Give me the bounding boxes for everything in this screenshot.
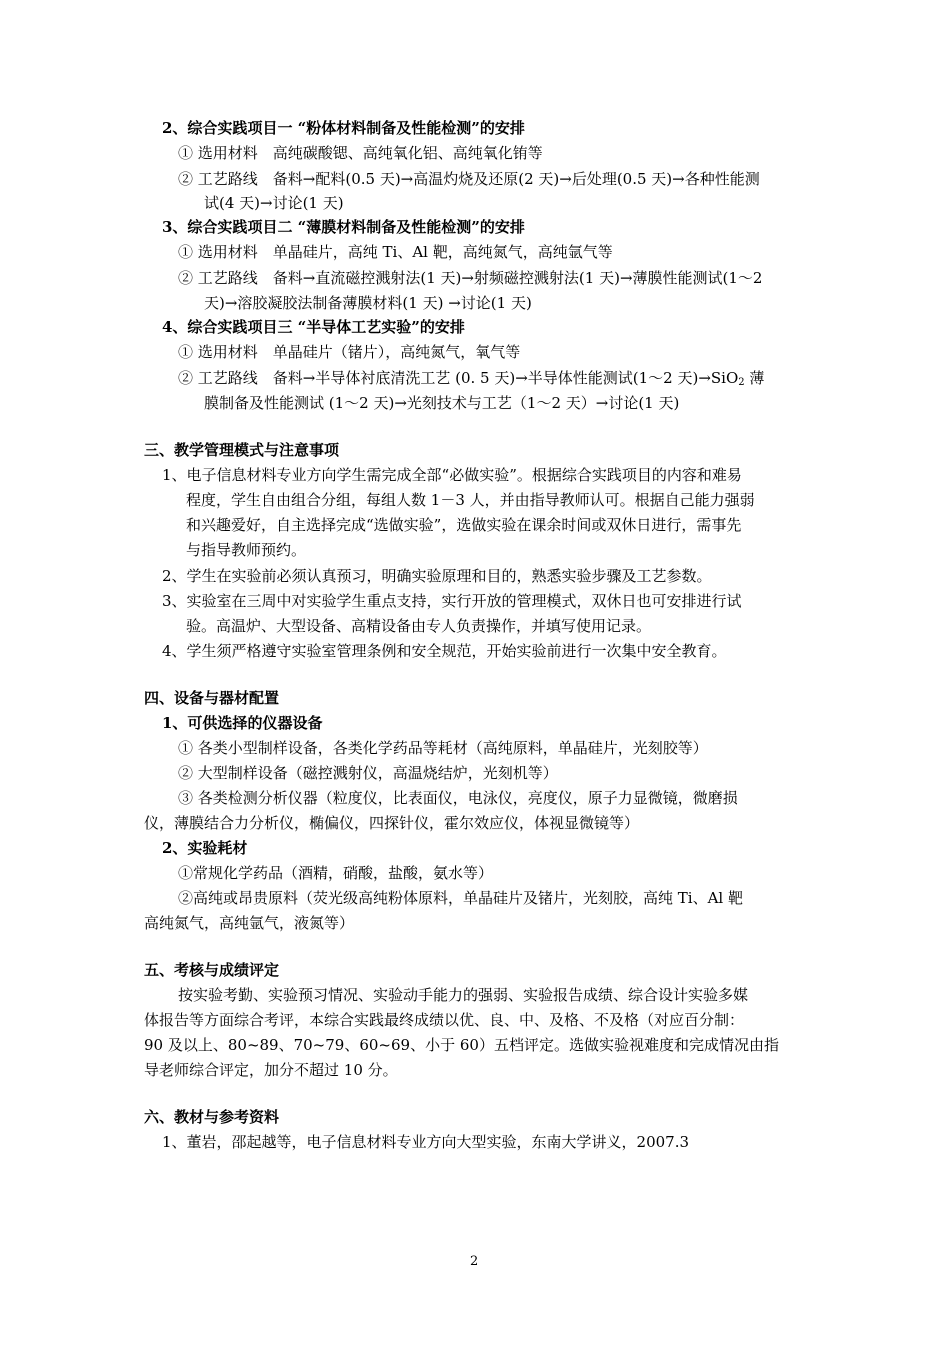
project2-process: ② 工艺路线 备料→直流磁控溅射法(1 天)→射频磁控溅射法(1 天)→薄膜性能测试(1～2 [178,269,763,287]
project2-title: 3、综合实践项目二 “薄膜材料制备及性能检测”的安排 [162,218,525,236]
project1-process: ② 工艺路线 备料→配料(0.5 天)→高温灼烧及还原(2 天)→后处理(0.5 天)→各种性能测 [178,170,760,188]
equipment-item3: ③ 各类检测分析仪器（粒度仪，比表面仪，电泳仪，亮度仪，原子力显微镜，微磨损 [178,789,738,807]
section3-item1: 1、电子信息材料专业方向学生需完成全部“必做实验”。根据综合实践项目的内容和难易 [162,466,742,484]
section3-item1-line3: 和兴趣爱好，自主选择完成“选做实验”，选做实验在课余时间或双休日进行，需事先 [186,516,742,534]
section3-item1-line4: 与指导教师预约。 [186,541,307,559]
project2-process-cont: 天)→溶胶凝胶法制备薄膜材料(1 天) →讨论(1 天) [204,294,532,312]
project2-materials: ① 选用材料 单晶硅片，高纯 Ti、Al 靶，高纯氮气，高纯氩气等 [178,243,613,261]
consumables-item2-cont: 高纯氮气，高纯氩气，液氮等） [144,914,355,932]
consumables-item2: ②高纯或昂贵原料（荧光级高纯粉体原料，单晶硅片及锗片，光刻胶，高纯 Ti、Al 靶 [178,889,743,907]
project1-materials: ① 选用材料 高纯碳酸锶、高纯氧化铝、高纯氧化铕等 [178,144,543,162]
project3-materials: ① 选用材料 单晶硅片（锗片），高纯氮气，氧气等 [178,343,521,361]
page-number: 2 [470,1254,479,1269]
section3-heading: 三、教学管理模式与注意事项 [144,441,340,459]
project1-title: 2、综合实践项目一 “粉体材料制备及性能检测”的安排 [162,119,525,137]
project3-process-cont: 膜制备及性能测试 (1～2 天)→光刻技术与工艺（1～2 天）→讨论(1 天) [204,394,680,412]
section4-heading: 四、设备与器材配置 [144,689,280,707]
consumables-item1: ①常规化学药品（酒精，硝酸，盐酸，氨水等） [178,864,494,882]
section5-heading: 五、考核与成绩评定 [144,961,280,979]
section3-item3: 3、实验室在三周中对实验学生重点支持，实行开放的管理模式，双休日也可安排进行试 [162,592,742,610]
section3-item4: 4、学生须严格遵守实验室管理条例和安全规范，开始实验前进行一次集中安全教育。 [162,642,727,660]
equipment-item1: ① 各类小型制样设备，各类化学药品等耗材（高纯原料，单晶硅片，光刻胶等） [178,739,708,757]
assessment-line1: 按实验考勤、实验预习情况、实验动手能力的强弱、实验报告成绩、综合设计实验多媒 [178,986,749,1004]
subscript-2: 2 [738,377,745,388]
project3-process-text: ② 工艺路线 备料→半导体衬底清洗工艺 (0. 5 天)→半导体性能测试(1～2 天)→SiO [178,369,739,387]
section6-heading: 六、教材与参考资料 [144,1108,280,1126]
section3-item2: 2、学生在实验前必须认真预习，明确实验原理和目的，熟悉实验步骤及工艺参数。 [162,567,712,585]
reference-item1: 1、董岩，邵起越等，电子信息材料专业方向大型实验，东南大学讲义，2007.3 [162,1133,690,1151]
assessment-line2: 体报告等方面综合考评，本综合实践最终成绩以优、良、中、及格、不及格（对应百分制： [144,1011,745,1029]
assessment-line4: 导老师综合评定，加分不超过 10 分。 [144,1061,398,1079]
section3-item3-line2: 验。高温炉、大型设备、高精设备由专人负责操作，并填写使用记录。 [186,617,652,635]
project1-process-cont: 试(4 天)→讨论(1 天) [204,194,344,212]
assessment-line3: 90 及以上、80~89、70~79、60~69、小于 60）五档评定。选做实验视难度和完成情况由指 [144,1036,779,1054]
section3-item1-line2: 程度，学生自由组合分组，每组人数 1－3 人，并由指导教师认可。根据自己能力强弱 [186,491,755,509]
equipment-item3-cont: 仪，薄膜结合力分析仪，椭偏仪，四探针仪，霍尔效应仪，体视显微镜等） [144,814,640,832]
equipment-item2: ② 大型制样设备（磁控溅射仪，高温烧结炉，光刻机等） [178,764,558,782]
section4-sub1: 1、可供选择的仪器设备 [162,714,323,732]
project3-process-tail: 薄 [744,369,765,387]
project3-title: 4、综合实践项目三 “半导体工艺实验”的安排 [162,318,465,336]
section4-sub2: 2、实验耗材 [162,839,248,857]
